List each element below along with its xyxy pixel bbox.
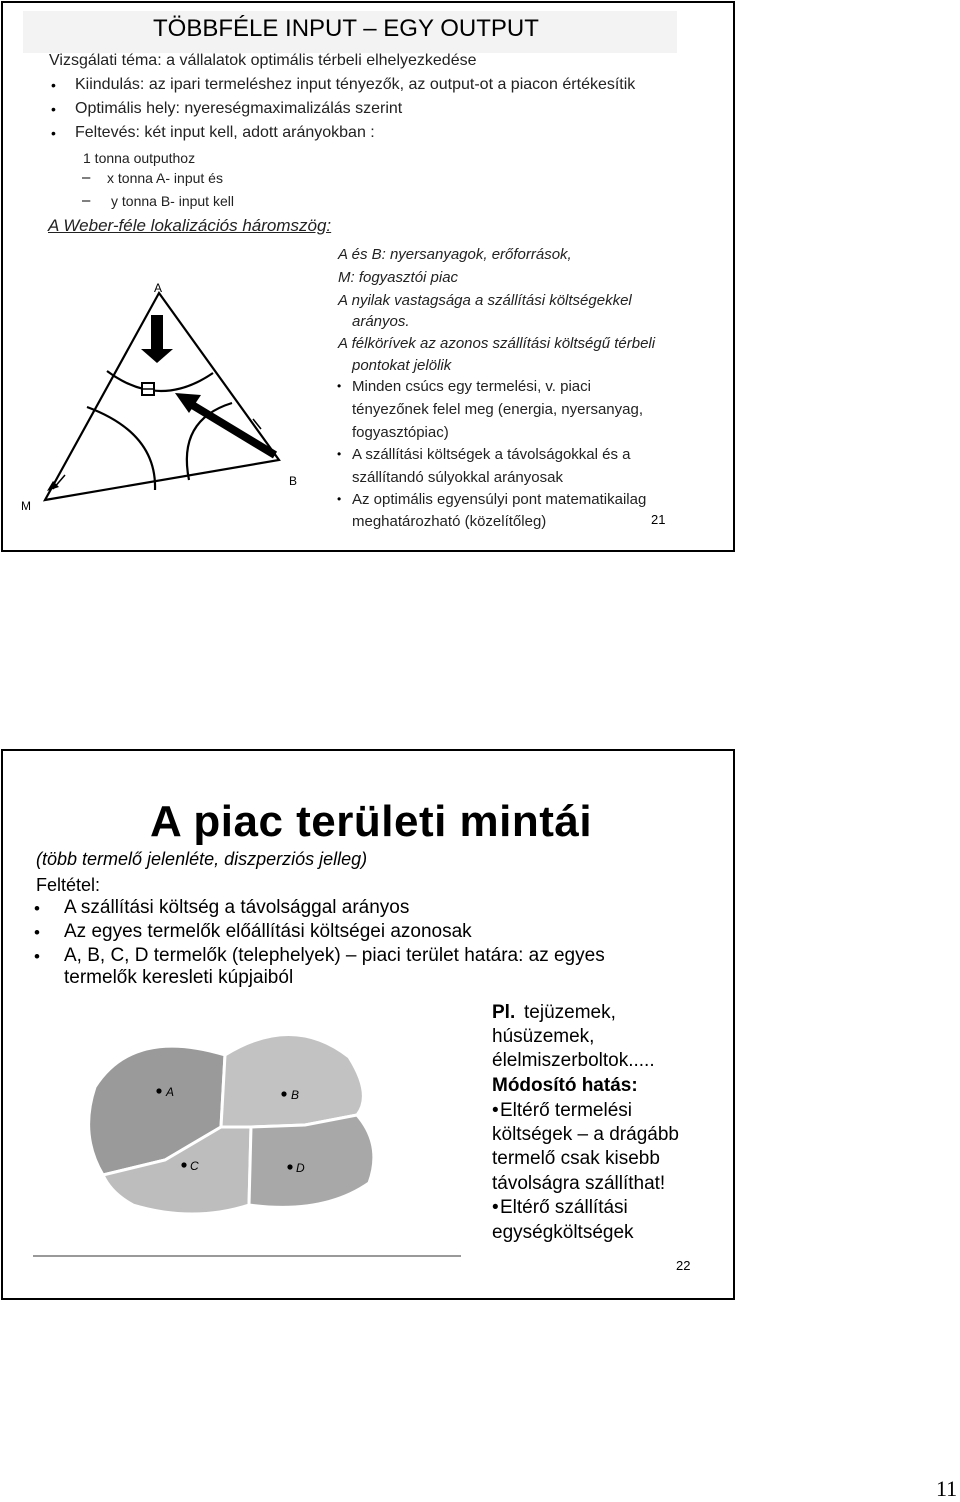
bullet-text: Optimális hely: nyereségmaximalizálás szerint — [75, 100, 403, 117]
weber-triangle-diagram — [17, 275, 307, 520]
legend-line: A nyilak vastagsága a szállítási költségekkel — [338, 292, 632, 309]
bullet-dot: • — [51, 125, 56, 141]
legend-line: A félkörívek az azonos szállítási költségű térbeli — [338, 335, 656, 352]
footer-rule — [33, 1255, 461, 1257]
slide-page-number: 22 — [676, 1258, 691, 1273]
right-bullet-line: A szállítási költségek a távolságokkal és a — [352, 446, 631, 463]
producer-dot-d — [287, 1164, 292, 1169]
right-bullet-line: Az optimális egyensúlyi pont matematikailag — [352, 491, 647, 508]
arrow-from-b — [175, 393, 275, 455]
dash-item: y tonna B- input kell — [111, 193, 234, 209]
vertex-label-m: M — [21, 499, 31, 513]
right-bullet-line: szállítandó súlyokkal arányosak — [352, 469, 563, 486]
bullet-dot: • — [337, 492, 342, 506]
region-d — [249, 1115, 374, 1207]
right-line: élelmiszerboltok..... — [492, 1050, 655, 1071]
slide-21 — [1, 1, 735, 552]
sub-line: 1 tonna outputhoz — [83, 150, 196, 166]
right-bullet-line: fogyasztópiac) — [352, 424, 449, 441]
bullet-dot: • — [34, 899, 40, 918]
legend-line: A és B: nyersanyagok, erőforrások, — [338, 246, 572, 263]
legend-line: arányos. — [352, 313, 410, 330]
modifier-heading: Módosító hatás: — [492, 1075, 638, 1096]
producer-dot-a — [156, 1088, 161, 1093]
bullet-text: Feltevés: két input kell, adott arányokban : — [75, 124, 375, 141]
right-line: távolságra szállíthat! — [492, 1173, 666, 1194]
right-line: termelő csak kisebb — [492, 1148, 660, 1169]
right-line: húsüzemek, — [492, 1026, 595, 1047]
producer-label-a: A — [166, 1085, 175, 1099]
legend-line: M: fogyasztói piac — [338, 269, 459, 286]
cost-arc-m — [87, 407, 155, 490]
slide-title: A piac területi mintái — [150, 797, 593, 846]
bullet-text: Kiindulás: az ipari termeléshez input tényezők, az output-ot a piacon értékesítik — [75, 76, 636, 93]
market-areas-diagram — [73, 1015, 393, 1215]
document-page-number: 11 — [936, 1476, 958, 1501]
condition-label: Feltétel: — [36, 875, 101, 895]
right-line: egységköltségek — [492, 1222, 634, 1243]
right-bullet-line: Minden csúcs egy termelési, v. piaci — [352, 378, 591, 395]
slide-page-number: 21 — [651, 512, 666, 527]
legend-line: pontokat jelölik — [352, 357, 452, 374]
bullet-dot: • — [51, 101, 56, 117]
bullet-text: A, B, C, D termelők (telephelyek) – piaci terület határa: az egyes — [64, 945, 605, 966]
topic-line: Vizsgálati téma: a vállalatok optimális térbeli elhelyezkedése — [49, 52, 477, 69]
producer-label-c: C — [190, 1159, 199, 1173]
slide-title: TÖBBFÉLE INPUT – EGY OUTPUT — [153, 15, 539, 42]
region-b — [221, 1034, 363, 1127]
right-bullet-line: meghatározható (közelítőleg) — [352, 513, 547, 530]
bullet-text-cont: termelők keresleti kúpjaiból — [64, 967, 294, 988]
vertex-label-b: B — [289, 474, 298, 488]
weber-heading: A Weber-féle lokalizációs háromszög: — [48, 216, 332, 235]
producer-label-b: B — [291, 1088, 300, 1102]
bullet-text: A szállítási költség a távolsággal arányos — [64, 897, 410, 918]
right-line: tejüzemek, — [524, 1002, 616, 1023]
bullet-dot: • — [492, 1197, 499, 1218]
bullet-dot: • — [51, 77, 56, 93]
cost-arc-a — [107, 371, 213, 391]
bullet-dot: • — [337, 447, 342, 461]
arrow-from-a — [141, 315, 173, 363]
producer-dot-c — [181, 1162, 186, 1167]
example-label: Pl. — [492, 1002, 516, 1023]
right-line: Eltérő szállítási — [500, 1197, 628, 1218]
slide-22 — [1, 749, 735, 1300]
producer-dot-b — [281, 1091, 286, 1096]
slide-subtitle: (több termelő jelenléte, diszperziós jelleg) — [36, 849, 368, 869]
dash-marker: – — [82, 169, 91, 186]
right-line: Eltérő termelési — [500, 1100, 632, 1121]
dash-marker: – — [82, 192, 91, 209]
right-bullet-line: tényezőnek felel meg (energia, nyersanyag, — [352, 401, 644, 418]
bullet-dot: • — [34, 947, 40, 966]
bullet-dot: • — [337, 379, 342, 393]
bullet-text: Az egyes termelők előállítási költségei azonosak — [64, 921, 472, 942]
producer-label-d: D — [296, 1161, 305, 1175]
right-line: költségek – a drágább — [492, 1124, 679, 1145]
bullet-dot: • — [492, 1100, 499, 1121]
dash-item: x tonna A- input és — [107, 170, 223, 186]
bullet-dot: • — [34, 923, 40, 942]
vertex-label-a: A — [154, 281, 163, 295]
